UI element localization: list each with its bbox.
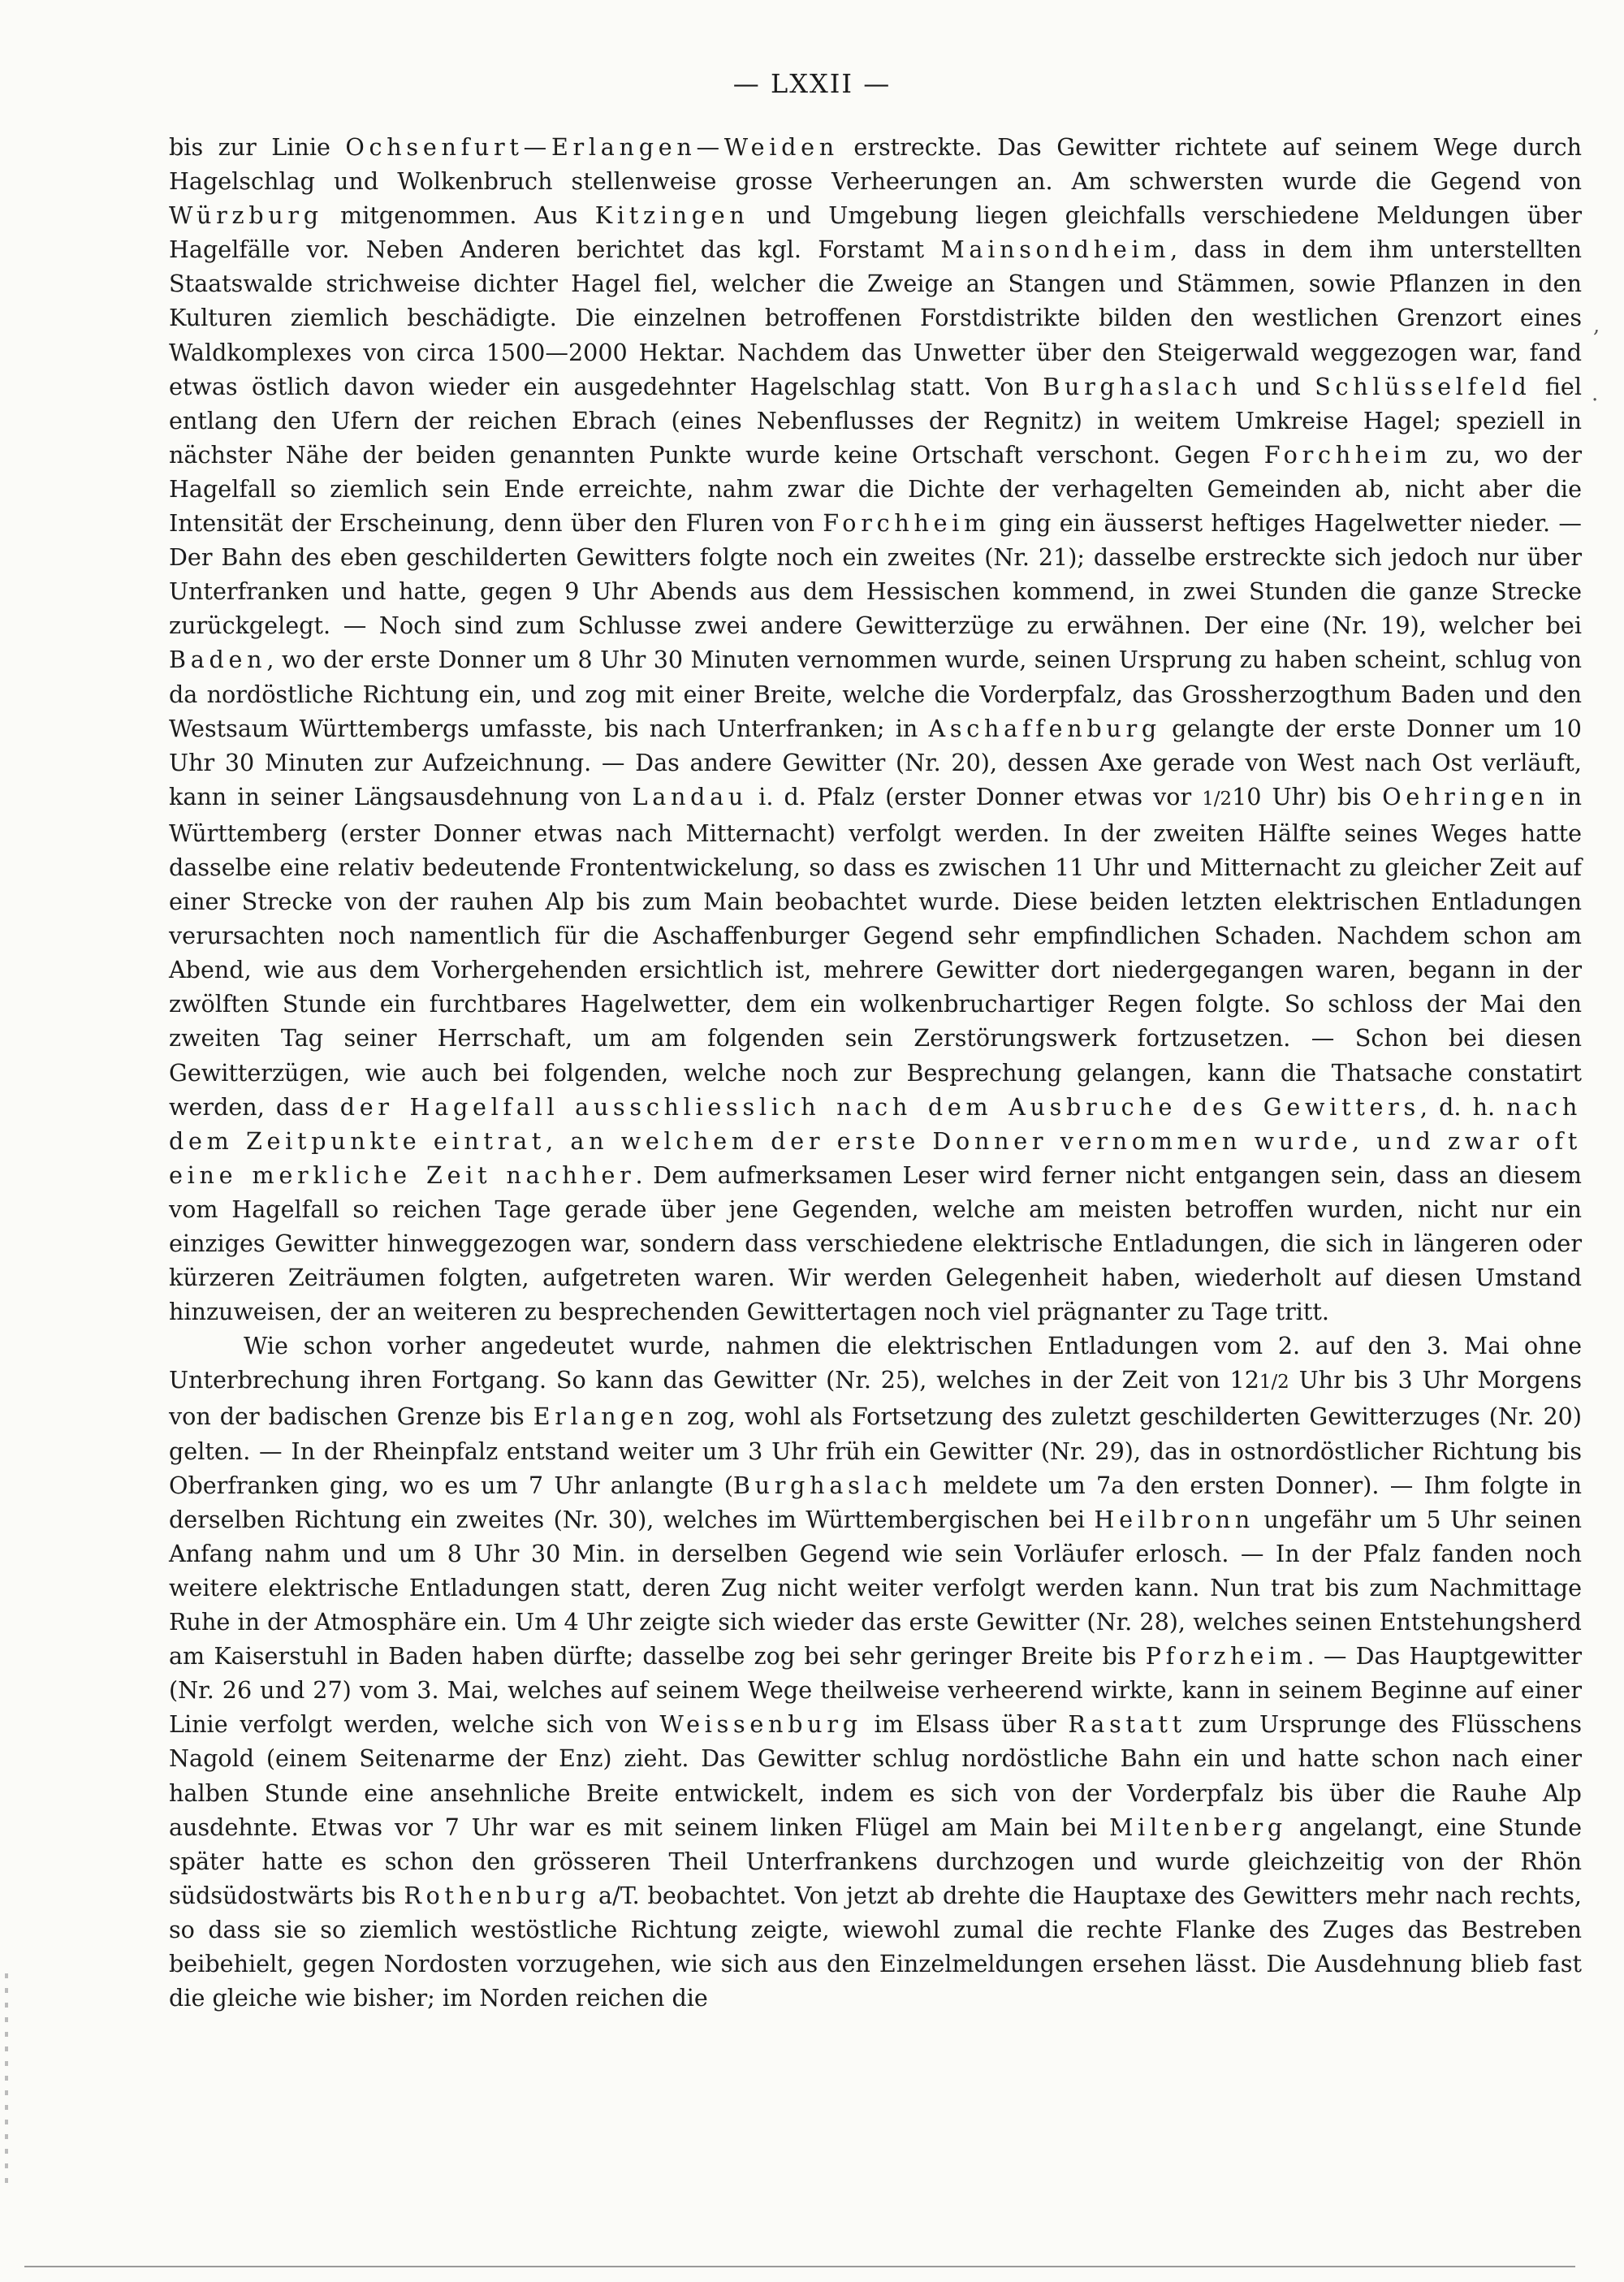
text-run: erstreckte. Das Gewitter richtete auf seinem Wege durch Hagelschlag und Wolkenbruch stellenweise grosse Verheerungen an. Am schwersten wurde die Gegend von <box>169 133 1582 196</box>
body-text <box>169 130 1582 2015</box>
spaced-name: Rastatt <box>1068 1710 1186 1739</box>
text-run: ungefähr um 5 Uhr seinen Anfang nahm und um 8 Uhr 30 Min. in derselben Gegend wie sein Vorläufer erlosch. — In der Pfalz fanden noch weitere elektrische Entladungen statt, deren Zug nicht weiter verfolgt werden kann. Nun trat bis zum Nachmittage Ruhe in der Atmosphäre ein. Um 4 Uhr zeigte sich wieder das erste Gewitter (Nr. 28), welches seinen Entstehungsherd am Kaiserstuhl in Baden haben dürfte; dasselbe zog bei sehr geringer Breite bis <box>169 1505 1582 1670</box>
spaced-name: Pforzheim <box>1145 1642 1307 1670</box>
paragraph <box>169 130 1582 1329</box>
fraction: 1/2 <box>1202 788 1233 810</box>
text-run: zum Ursprunge des Flüsschens Nagold (einem Seitenarme der Enz) zieht. Das Gewitter schlug nordöstliche Bahn ein und hatte schon nach einer halben Stunde eine ansehnliche Breite entwickelt, indem es sich von der Vorderpfalz bis über die Rauhe Alp ausdehnte. Etwas vor 7 Uhr war es mit seinem linken Flügel am Main bei <box>169 1710 1583 1841</box>
spaced-name: Kitzingen <box>594 201 749 230</box>
spaced-name: Heilbronn <box>1094 1505 1255 1533</box>
text-run: i. d. Pfalz (erster Donner etwas vor <box>748 782 1203 810</box>
margin-mark: , <box>1593 313 1600 338</box>
spaced-name: Oehringen <box>1382 782 1549 810</box>
spaced-name: Landau <box>632 782 749 810</box>
text-run: Wie schon vorher angedeutet wurde, nahmen die elektrischen Entladungen vom 2. auf den 3. Mai ohne Unterbrechung ihren Fortgang. So kann das Gewitter (Nr. 25), welches in der Zeit von 12 <box>169 1332 1582 1394</box>
page-header: — LXXII — <box>732 68 892 99</box>
text-run: angelangt, eine Stunde später hatte es schon den grösseren Theil Unterfrankens durchzogen und wurde gleichzeitig von der Rhön südsüdostwärts bis <box>169 1813 1582 1909</box>
text-run: zu, wo der Hagelfall so ziemlich sein Ende erreichte, nahm zwar die Dichte der verhagelten Gemeinden ab, nicht aber die Intensität der Erscheinung, denn über den Fluren von <box>169 440 1582 538</box>
text-run: meldete um 7a den ersten Donner). — Ihm folgte in derselben Richtung ein zweites (Nr. 30), welches im Württembergischen bei <box>169 1471 1583 1533</box>
spaced-name: Schlüsselfeld <box>1315 372 1531 400</box>
spaced-name: Erlangen <box>533 1402 679 1431</box>
text-run: Uhr bis 3 Uhr Morgens von der badischen Grenze bis <box>169 1366 1582 1431</box>
fraction: 1/2 <box>1259 1372 1289 1394</box>
text-run: , d. h. <box>1419 1092 1507 1121</box>
spaced-name: nach dem Zeitpunkte eintrat, an welchem der erste Donner vernommen wurde, und zwar oft eine merkliche Zeit nachher <box>169 1092 1582 1189</box>
spaced-name: Mainsondheim <box>940 236 1171 264</box>
spaced-name: Ochsenfurt—Erlangen—Weiden <box>345 133 839 161</box>
spaced-name: Aschaffenburg <box>928 714 1161 742</box>
spaced-name: Forchheim <box>1263 440 1432 469</box>
text-run: , dass in dem ihm unterstellten Staatswalde strichweise dichter Hagel fiel, welcher die Zweige an Stangen und Stämmen, sowie Pflanzen in den Kulturen ziemlich beschädigte. Die einzelnen betroffenen Forstdistrikte bilden den westlichen Grenzort eines Waldkomplexes von circa 1500—2000 Hektar. Nachdem das Unwetter über den Steigerwald weggezogen war, fand etwas östlich davon wieder ein ausgedehnter Hagelschlag statt. Von <box>169 236 1582 400</box>
text-run: bis zur Linie <box>169 133 346 161</box>
text-run: fiel entlang den Ufern der reichen Ebrach (eines Nebenflusses der Regnitz) in weitem Umkreise Hagel; speziell in nächster Nähe der beiden genannten Punkte wurde keine Ortschaft verschont. Gegen <box>169 372 1582 469</box>
text-run: , wo der erste Donner um 8 Uhr 30 Minuten vernommen wurde, seinen Ursprung zu haben scheint, schlug von da nordöstliche Richtung ein, und zog mit einer Breite, welche die Vorderpfalz, das Grossherzogthum Baden und den Westsaum Württembergs umfasste, bis nach Unterfranken; in <box>169 646 1582 742</box>
text-run: 10 Uhr) bis <box>1232 782 1383 810</box>
text-run: zog, wohl als Fortsetzung des zuletzt geschilderten Gewitterzuges (Nr. 20) gelten. — In der Rheinpfalz entstand weiter um 3 Uhr früh ein Gewitter (Nr. 29), das in ostnordöstlicher Richtung bis Oberfranken ging, wo es um 7 Uhr anlangte ( <box>169 1402 1582 1499</box>
spaced-name: Baden <box>169 646 267 674</box>
text-run: gelangte der erste Donner um 10 Uhr 30 Minuten zur Aufzeichnung. — Das andere Gewitter (Nr. 20), dessen Axe gerade von West nach Ost verläuft, kann in seiner Längsausdehnung von <box>169 714 1582 810</box>
spaced-name: Rothenburg <box>404 1881 591 1909</box>
text-run: und <box>1242 372 1315 400</box>
text-run: im Elsass über <box>862 1710 1069 1739</box>
spaced-name: Miltenberg <box>1109 1813 1287 1841</box>
text-run: . Dem aufmerksamen Leser wird ferner nicht entgangen sein, dass an diesem vom Hagelfall so reichen Tage gerade über jene Gegenden, welche am meisten betroffen wurden, nicht nur ein einziges Gewitter hinweggezogen war, sondern dass verschiedene elektrische Entladungen, die sich in längeren oder kürzeren Zeiträumen folgten, aufgetreten waren. Wir werden Gelegenheit haben, wiederholt auf diesen Umstand hinzuweisen, der an weiteren zu besprechenden Gewittertagen noch viel prägnanter zu Tage tritt. <box>169 1160 1582 1326</box>
spaced-name: Weissenburg <box>659 1710 862 1739</box>
text-run: . — Das Hauptgewitter (Nr. 26 und 27) vom 3. Mai, welches auf seinem Wege theilweise verheerend wirkte, kann in seinem Beginne auf einer Linie verfolgt werden, welche sich von <box>169 1642 1582 1739</box>
text-run: mitgenommen. Aus <box>322 201 595 230</box>
margin-ticks <box>5 1973 8 2185</box>
bottom-rule <box>24 2266 1575 2267</box>
text-run: a/T. beobachtet. Von jetzt ab drehte die Hauptaxe des Gewitters mehr nach rechts, so dass sie so ziemlich westöstliche Richtung zeigte, wiewohl zumal die rechte Flanke des Zuges das Bestreben beibehielt, gegen Nordosten vorzugehen, wie sich aus den Einzelmeldungen ersehen lässt. Die Ausdehnung blieb fast die gleiche wie bisher; im Norden reichen die <box>169 1881 1582 2012</box>
spaced-name: der Hagelfall ausschliesslich nach dem Ausbruche des Gewitters <box>339 1092 1420 1121</box>
paragraph <box>169 1329 1582 2015</box>
margin-mark: . <box>1592 382 1599 406</box>
spaced-name: Würzburg <box>169 201 323 230</box>
text-run: ging ein äusserst heftiges Hagelwetter nieder. — Der Bahn des eben geschilderten Gewitters folgte noch ein zweites (Nr. 21); dasselbe erstreckte sich jedoch nur über Unterfranken und hatte, gegen 9 Uhr Abends aus dem Hessischen kommend, in zwei Stunden die ganze Strecke zurückgelegt. — Noch sind zum Schlusse zwei andere Gewitterzüge zu erwähnen. Der eine (Nr. 19), welcher bei <box>169 509 1582 640</box>
spaced-name: Forchheim <box>823 509 991 538</box>
text-run: in Württemberg (erster Donner etwas nach Mitternacht) verfolgt werden. In der zweiten Hälfte seines Weges hatte dasselbe eine relativ bedeutende Frontentwickelung, so dass es zwischen 11 Uhr und Mitternacht zu gleicher Zeit auf einer Strecke von der rauhen Alp bis zum Main beobachtet wurde. Diese beiden letzten elektrischen Entladungen verursachten noch namentlich für die Aschaffenburger Gegend sehr empfindlichen Schaden. Nachdem schon am Abend, wie aus dem Vorhergehenden ersichtlich ist, mehrere Gewitter dort niedergegangen waren, begann in der zwölften Stunde ein furchtbares Hagelwetter, dem ein wolkenbruchartiger Regen folgte. So schloss der Mai den zweiten Tag seiner Herrschaft, um am folgenden sein Zerstörungswerk fortzusetzen. — Schon bei diesen Gewitterzügen, wie auch bei folgenden, welche noch zur Besprechung gelangen, kann die Thatsache constatirt werden, dass <box>169 782 1582 1121</box>
spaced-name: Burghaslach <box>1043 372 1242 400</box>
spaced-name: Burghaslach <box>732 1471 932 1499</box>
text-run: und Umgebung liegen gleichfalls verschiedene Meldungen über Hagelfälle vor. Neben Anderen berichtet das kgl. Forstamt <box>169 201 1582 264</box>
